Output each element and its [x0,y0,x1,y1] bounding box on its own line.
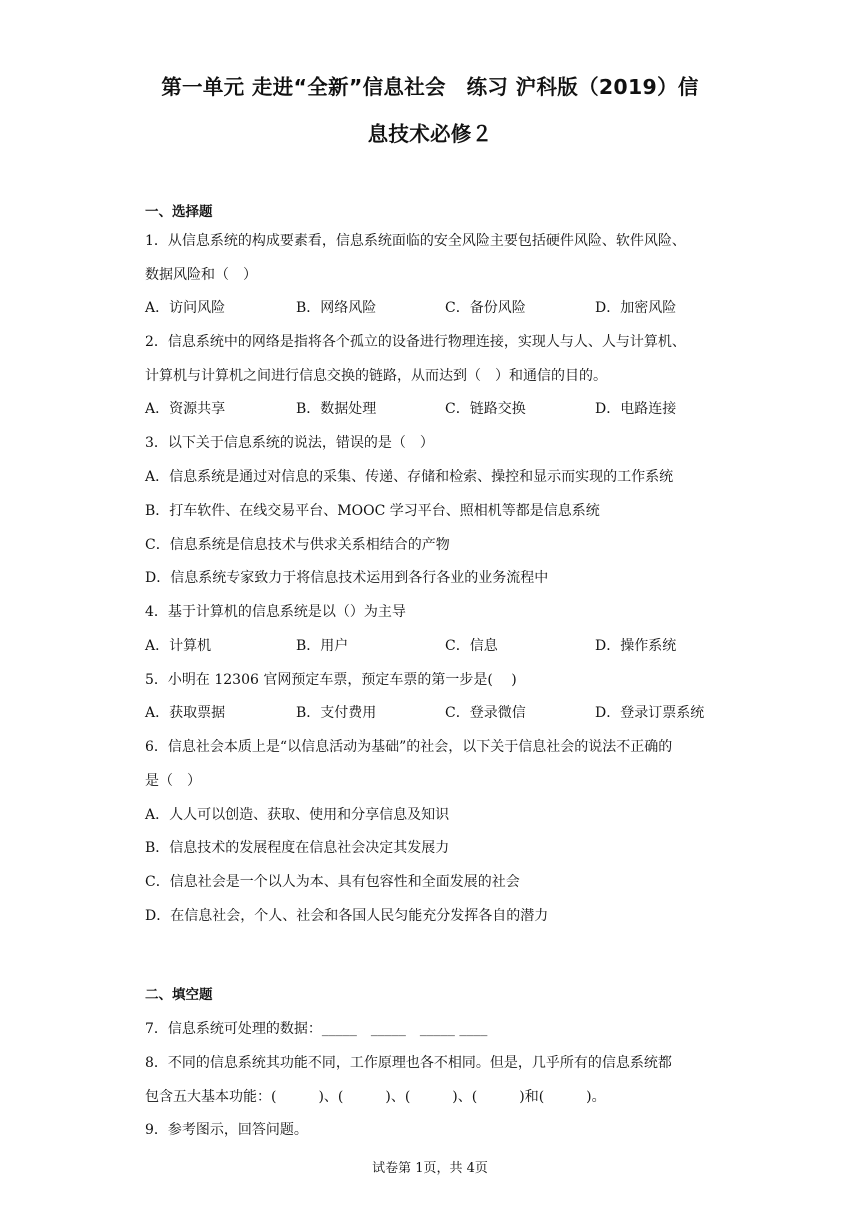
question-6-option-a: A．人人可以创造、获取、使用和分享信息及知识 [145,807,450,823]
option-a: A．计算机 [145,638,212,654]
option-c: C．链路交换 [445,401,526,417]
question-6-option-b: B．信息技术的发展程度在信息社会决定其发展力 [145,840,450,856]
question-3-option-d: D．信息系统专家致力于将信息技术运用到各行各业的业务流程中 [145,570,549,586]
question-3-option-c: C．信息系统是信息技术与供求关系相结合的产物 [145,537,450,553]
option-d: D．操作系统 [595,638,677,654]
question-7-text: 7．信息系统可处理的数据：_____ _____ _____ ____ [145,1021,488,1037]
question-8-text-cont: 包含五大基本功能：( )、( )、( )、( )和( )。 [145,1089,606,1105]
question-2-text-cont: 计算机与计算机之间进行信息交换的链路，从而达到（ ）和通信的目的。 [145,368,607,384]
question-1-text-cont: 数据风险和（ ） [145,267,257,283]
document-title-line-2: 息技术必修２ [367,122,493,146]
question-3-option-a: A．信息系统是通过对信息的采集、传递、存储和检索、操控和显示而实现的工作系统 [145,469,674,485]
option-b: B．数据处理 [296,401,377,417]
question-6-text: 6．信息社会本质上是“以信息活动为基础”的社会，以下关于信息社会的说法不正确的 [145,739,673,755]
question-2-text: 2．信息系统中的网络是指将各个孤立的设备进行物理连接，实现人与人、人与计算机、 [145,334,686,350]
question-4-options [145,636,725,656]
question-4-text: 4．基于计算机的信息系统是以（）为主导 [145,604,406,620]
option-d: D．电路连接 [595,401,677,417]
question-6-option-d: D．在信息社会，个人、社会和各国人民匀能充分发挥各自的潜力 [145,908,549,924]
option-b: B．网络风险 [296,300,377,316]
question-1-text: 1．从信息系统的构成要素看，信息系统面临的安全风险主要包括硬件风险、软件风险、 [145,233,686,249]
question-6-option-c: C．信息社会是一个以人为本、具有包容性和全面发展的社会 [145,874,520,890]
question-1-options [145,298,725,318]
option-b: B．支付费用 [296,705,377,721]
option-b: B．用户 [296,638,349,654]
option-a: A．获取票据 [145,705,226,721]
question-3-option-b: B．打车软件、在线交易平台、MOOC 学习平台、照相机等都是信息系统 [145,503,600,519]
section-heading-choice: 一、选择题 [145,204,213,220]
question-3-text: 3．以下关于信息系统的说法，错误的是（ ） [145,435,434,451]
question-6-text-cont: 是（ ） [145,773,201,789]
option-a: A．访问风险 [145,300,226,316]
section-heading-fill: 二、填空题 [145,987,213,1003]
option-d: D．登录订票系统 [595,705,705,721]
page-footer: 试卷第 1页，共 4页 [372,1161,488,1176]
option-a: A．资源共享 [145,401,226,417]
question-2-options [145,399,725,419]
option-c: C．备份风险 [445,300,526,316]
question-8-text: 8．不同的信息系统其功能不同，工作原理也各不相同。但是，几乎所有的信息系统都 [145,1055,672,1071]
question-5-text: 5．小明在 12306 官网预定车票，预定车票的第一步是( ) [145,672,517,688]
question-9-text: 9．参考图示，回答问题。 [145,1122,308,1138]
question-5-options [145,703,725,723]
option-c: C．登录微信 [445,705,526,721]
option-d: D．加密风险 [595,300,677,316]
document-title-line-1: 第一单元 走进“全新”信息社会 练习 沪科版（2019）信 [161,75,699,99]
option-c: C．信息 [445,638,498,654]
